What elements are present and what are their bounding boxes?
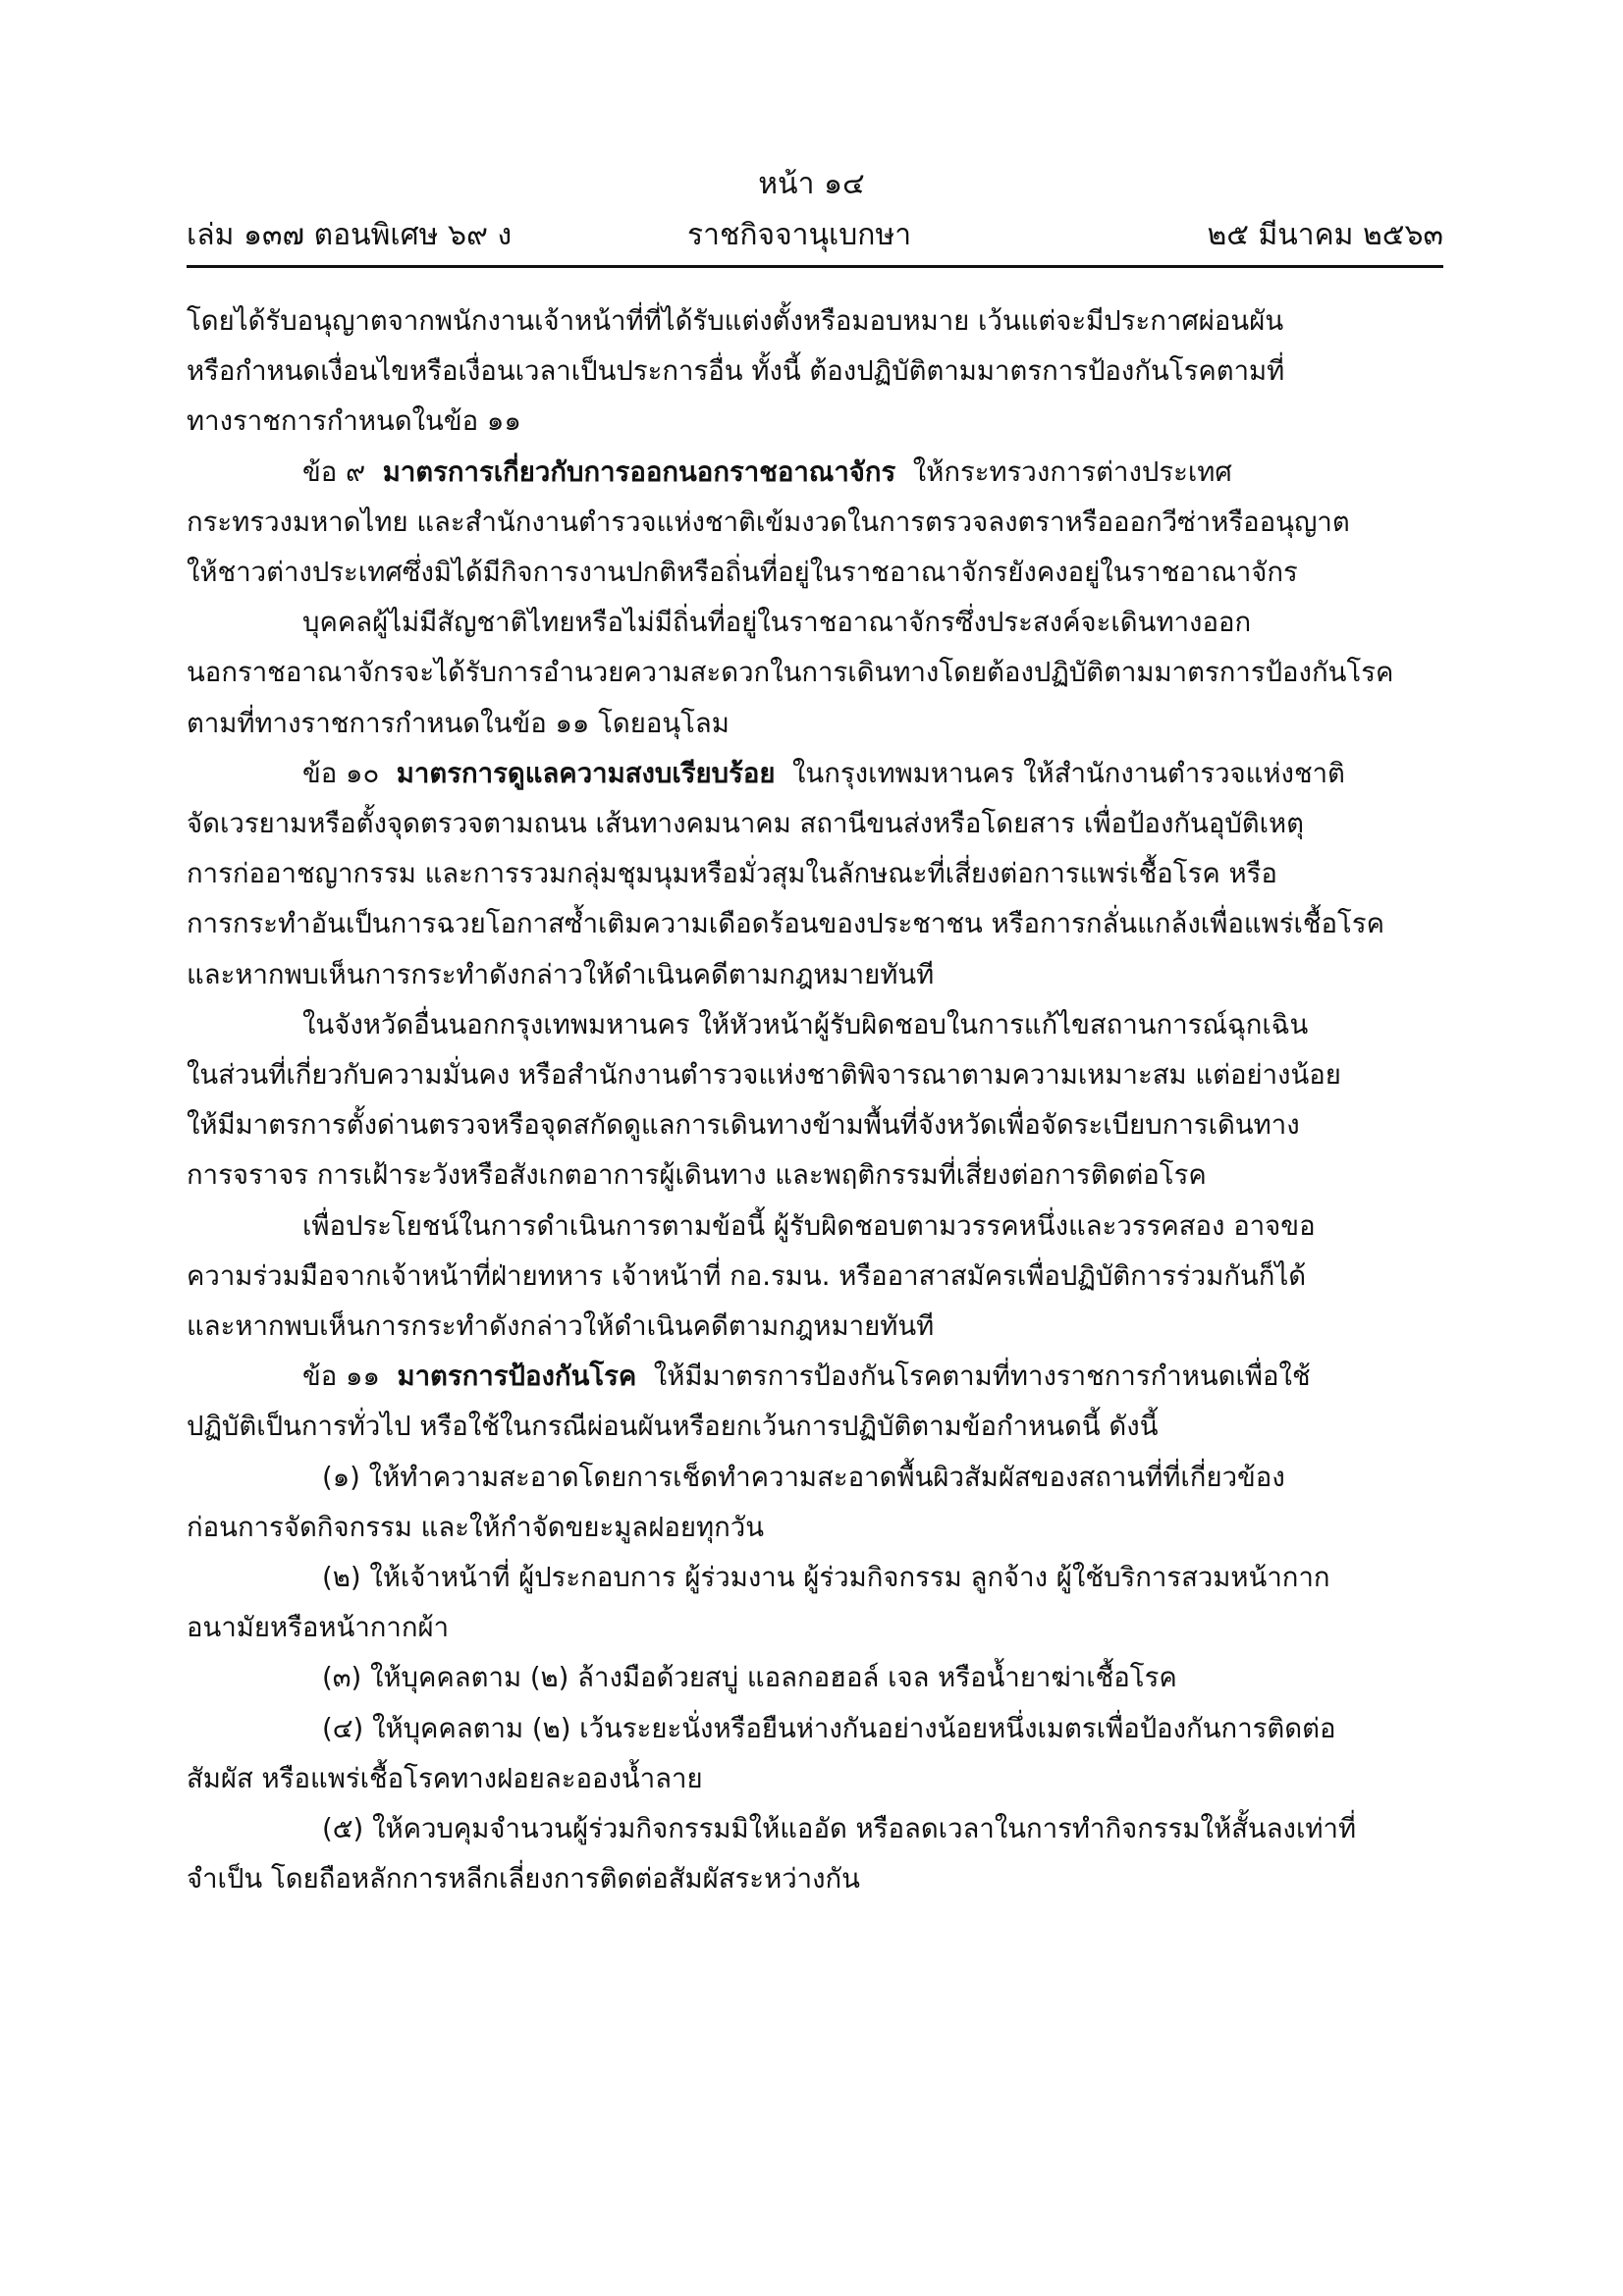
text-line: เพื่อประโยชน์ในการดำเนินการตามข้อนี้ ผู้รับผิดชอบตามวรรคหนึ่งและวรรคสอง อาจขอ [302,1209,1316,1242]
text-line: หรือกำหนดเงื่อนไขหรือเงื่อนเวลาเป็นประการอื่น ทั้งนี้ ต้องปฏิบัติตามมาตรการป้องกันโรคตามที่ [187,355,1285,388]
clause-11-body [187,1402,1443,1452]
volume-issue: เล่ม ๑๓๗ ตอนพิเศษ ๖๙ ง [187,218,513,252]
text-line: และหากพบเห็นการกระทำดังกล่าวให้ดำเนินคดีตามกฎหมายทันที [187,1310,935,1343]
clause-9 [187,448,1443,498]
text-line: ในจังหวัดอื่นนอกกรุงเทพมหานคร ให้หัวหน้าผู้รับผิดชอบในการแก้ไขสถานการณ์ฉุกเฉิน [302,1008,1309,1041]
clause-heading: มาตรการดูแลความสงบเรียบร้อย [396,757,776,789]
header-divider [187,265,1443,268]
publication-date: ๒๕ มีนาคม ๒๕๖๓ [1207,218,1443,252]
text-line: การก่ออาชญากรรม และการรวมกลุ่มชุมนุมหรือมั่วสุมในลักษณะที่เสี่ยงต่อการแพร่เชื้อโรค หรือ [187,858,1277,890]
item-1-body [187,1503,1443,1553]
gazette-title: ราชกิจจานุเบกษา [687,218,912,252]
paragraph-continuation [187,296,1443,448]
clause-number: ข้อ ๑๑ [302,1361,380,1393]
item-2-body [187,1603,1443,1653]
paragraph [187,1201,1443,1252]
text-line: กระทรวงมหาดไทย และสำนักงานตำรวจแห่งชาติเข้มงวดในการตรวจลงตราหรือออกวีซ่าหรืออนุญาต [187,506,1350,538]
text-line: (๓) ให้บุคคลตาม (๒) ล้างมือด้วยสบู่ แอลกอฮอล์ เจล หรือน้ำยาฆ่าเชื้อโรค [322,1662,1177,1694]
paragraph-body [187,1252,1443,1352]
paragraph-body [187,648,1443,748]
text-line: (๑) ให้ทำความสะอาดโดยการเช็ดทำความสะอาดพื้นผิวสัมผัสของสถานที่ที่เกี่ยวข้อง [322,1461,1285,1493]
item-1 [187,1453,1443,1503]
clause-10 [187,749,1443,799]
item-4 [187,1704,1443,1754]
text-line: ให้ชาวต่างประเทศซึ่งมิได้มีกิจการงานปกติหรือถิ่นที่อยู่ในราชอาณาจักรยังคงอยู่ในราชอาณาจักร [187,557,1298,589]
document-body [187,296,1443,1905]
text-line: โดยได้รับอนุญาตจากพนักงานเจ้าหน้าที่ที่ได้รับแต่งตั้งหรือมอบหมาย เว้นแต่จะมีประกาศผ่อนผัน [187,305,1284,337]
text-line: ก่อนการจัดกิจกรรม และให้กำจัดขยะมูลฝอยทุกวัน [187,1511,765,1543]
text-segment: ให้กระทรวงการต่างประเทศ [912,455,1232,488]
item-5-body [187,1854,1443,1904]
text-line: และหากพบเห็นการกระทำดังกล่าวให้ดำเนินคดีตามกฎหมายทันที [187,958,935,990]
clause-number: ข้อ ๙ [302,455,366,488]
text-line: ในส่วนที่เกี่ยวกับความมั่นคง หรือสำนักงานตำรวจแห่งชาติพิจารณาตามความเหมาะสม แต่อย่างน้อย [187,1059,1341,1092]
text-line: จัดเวรยามหรือตั้งจุดตรวจตามถนน เส้นทางคมนาคม สถานีขนส่งหรือโดยสาร เพื่อป้องกันอุบัติเหตุ [187,808,1305,840]
text-line: การจราจร การเฝ้าระวังหรือสังเกตอาการผู้เดินทาง และพฤติกรรมที่เสี่ยงต่อการติดต่อโรค [187,1159,1207,1192]
item-3 [187,1653,1443,1703]
text-line: (๔) ให้บุคคลตาม (๒) เว้นระยะนั่งหรือยืนห่างกันอย่างน้อยหนึ่งเมตรเพื่อป้องกันการติดต่อ [322,1712,1336,1744]
page-number: หน้า ๑๔ [758,167,865,201]
text-line: ตามที่ทางราชการกำหนดในข้อ ๑๑ โดยอนุโลม [187,707,730,739]
text-line: ปฏิบัติเป็นการทั่วไป หรือใช้ในกรณีผ่อนผันหรือยกเว้นการปฏิบัติตามข้อกำหนดนี้ ดังนี้ [187,1411,1159,1443]
text-segment: ในกรุงเทพมหานคร ให้สำนักงานตำรวจแห่งชาติ [792,757,1345,789]
paragraph [187,1000,1443,1050]
clause-11 [187,1352,1443,1402]
clause-heading: มาตรการป้องกันโรค [397,1361,637,1393]
text-line: (๕) ให้ควบคุมจำนวนผู้ร่วมกิจกรรมมิให้แออัด หรือลดเวลาในการทำกิจกรรมให้สั้นลงเท่าที่ [322,1813,1357,1845]
clause-number: ข้อ ๑๐ [302,757,380,789]
paragraph-body [187,1050,1443,1201]
text-line: ความร่วมมือจากเจ้าหน้าที่ฝ่ายทหาร เจ้าหน้าที่ กอ.รมน. หรืออาสาสมัครเพื่อปฏิบัติการร่วมกันก็ได้ [187,1259,1307,1292]
text-line: การกระทำอันเป็นการฉวยโอกาสซ้ำเติมความเดือดร้อนของประชาชน หรือการกลั่นแกล้งเพื่อแพร่เชื้อโรค [187,908,1384,940]
text-line: อนามัยหรือหน้ากากผ้า [187,1612,450,1644]
text-segment: ให้มีมาตรการป้องกันโรคตามที่ทางราชการกำหนดเพื่อใช้ [653,1361,1311,1393]
item-5 [187,1804,1443,1854]
paragraph [187,598,1443,648]
text-line: จำเป็น โดยถือหลักการหลีกเลี่ยงการติดต่อสัมผัสระหว่างกัน [187,1863,860,1896]
clause-9-body [187,498,1443,598]
text-line: ทางราชการกำหนดในข้อ ๑๑ [187,405,521,438]
item-2 [187,1553,1443,1603]
text-line: สัมผัส หรือแพร่เชื้อโรคทางฝอยละอองน้ำลาย [187,1762,703,1794]
clause-10-body [187,799,1443,1000]
item-4-body [187,1754,1443,1804]
text-line: (๒) ให้เจ้าหน้าที่ ผู้ประกอบการ ผู้ร่วมงาน ผู้ร่วมกิจกรรม ลูกจ้าง ผู้ใช้บริการสวมหน้ากาก [322,1562,1330,1594]
text-line: นอกราชอาณาจักรจะได้รับการอำนวยความสะดวกในการเดินทางโดยต้องปฏิบัติตามมาตรการป้องกันโรค [187,657,1394,689]
gazette-header [187,214,1443,257]
clause-heading: มาตรการเกี่ยวกับการออกนอกราชอาณาจักร [382,455,896,488]
text-line: บุคคลผู้ไม่มีสัญชาติไทยหรือไม่มีถิ่นที่อยู่ในราชอาณาจักรซึ่งประสงค์จะเดินทางออก [302,607,1252,639]
text-line: ให้มีมาตรการตั้งด่านตรวจหรือจุดสกัดดูแลการเดินทางข้ามพื้นที่จังหวัดเพื่อจัดระเบียบการเดินทาง [187,1109,1300,1142]
